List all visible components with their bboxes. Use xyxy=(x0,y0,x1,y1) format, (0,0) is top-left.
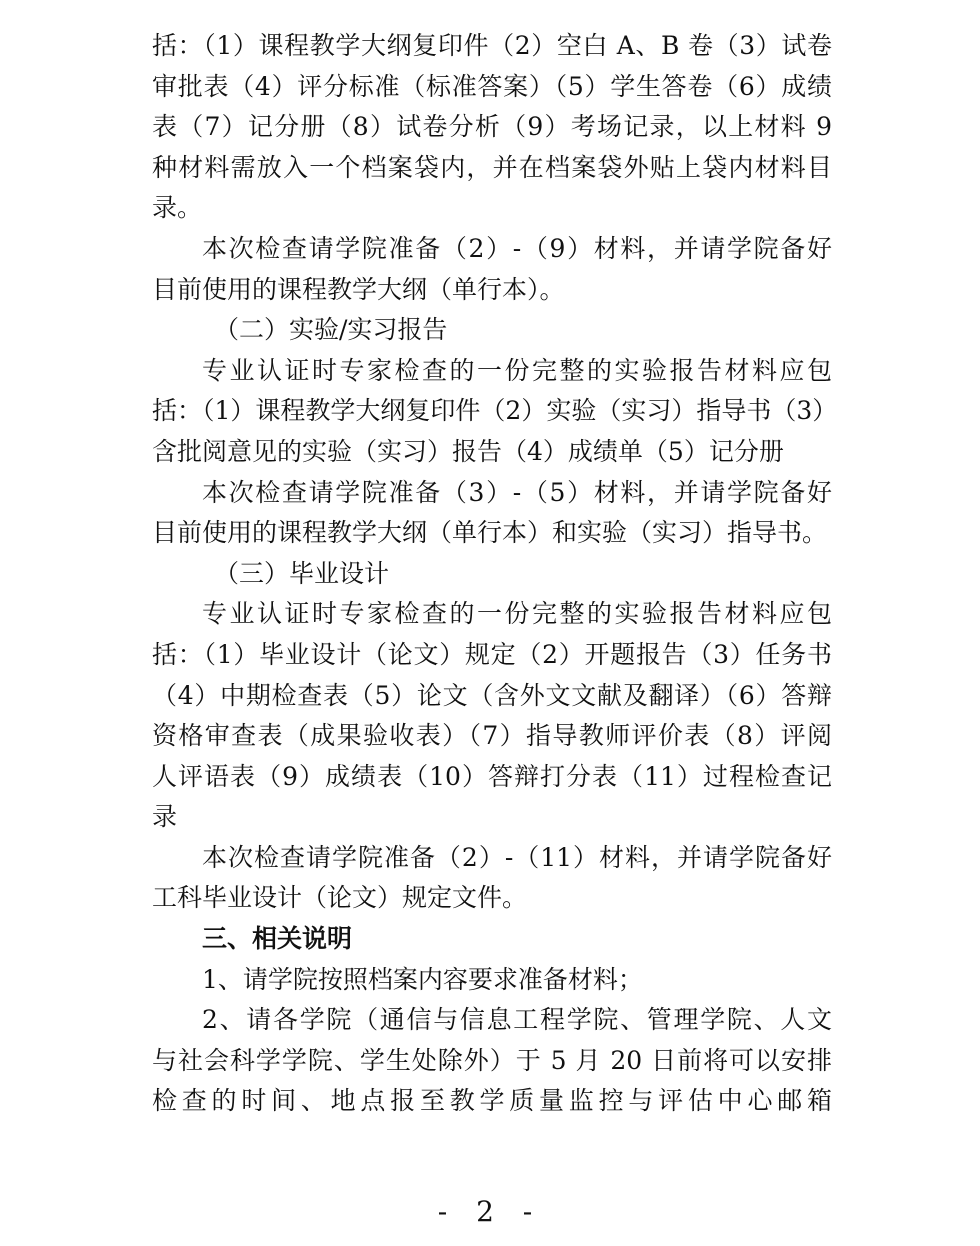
text-line: 专业认证时专家检查的一份完整的实验报告材料应包 xyxy=(202,355,832,385)
page-number: - 2 - xyxy=(437,1195,543,1228)
text-line: 括：（1）课程教学大纲复印件（2）实验（实习）指导书（3） xyxy=(152,396,838,426)
text-line: 人评语表（9）成绩表（10）答辩打分表（11）过程检查记 xyxy=(152,761,832,791)
text-line: 资格审查表（成果验收表）（7）指导教师评价表（8）评阅 xyxy=(152,721,832,751)
text-line: （4）中期检查表（5）论文（含外文文献及翻译）（6）答辩 xyxy=(152,680,832,710)
text-line: 表（7）记分册（8）试卷分析（9）考场记录，以上材料 9 xyxy=(152,112,832,142)
text-line: 专业认证时专家检查的一份完整的实验报告材料应包 xyxy=(202,599,832,629)
section-heading: 三、相关说明 xyxy=(202,924,353,954)
text-line: 本次检查请学院准备（2）-（11）材料，并请学院备好 xyxy=(202,842,832,872)
section-heading: （三）毕业设计 xyxy=(214,558,390,588)
text-line: 录。 xyxy=(152,193,203,223)
text-line: 目前使用的课程教学大纲（单行本）和实验（实习）指导书。 xyxy=(152,518,828,548)
section-heading: （二）实验/实习报告 xyxy=(214,315,448,345)
text-line: 与社会科学学院、学生处除外）于 5 月 20 日前将可以安排 xyxy=(152,1045,832,1075)
body-text xyxy=(152,26,838,1122)
text-line: 含批阅意见的实验（实习）报告（4）成绩单（5）记分册 xyxy=(152,436,784,466)
text-line: 括：（1）毕业设计（论文）规定（2）开题报告（3）任务书 xyxy=(152,639,832,669)
text-line: 工科毕业设计（论文）规定文件。 xyxy=(152,883,528,913)
text-line: 录 xyxy=(152,802,178,832)
text-line: 本次检查请学院准备（3）-（5）材料，并请学院备好 xyxy=(202,477,832,507)
text-line: 2、请各学院（通信与信息工程学院、管理学院、人文 xyxy=(202,1005,832,1035)
text-line: 本次检查请学院准备（2）-（9）材料，并请学院备好 xyxy=(202,233,832,263)
text-line: 括：（1）课程教学大纲复印件（2）空白 A、B 卷（3）试卷 xyxy=(152,31,832,60)
text-line: 审批表（4）评分标准（标准答案）（5）学生答卷（6）成绩 xyxy=(152,71,832,101)
text-line: 种材料需放入一个档案袋内，并在档案袋外贴上袋内材料目 xyxy=(152,152,832,182)
text-line: 1、请学院按照档案内容要求准备材料； xyxy=(202,964,643,994)
text-line: 检查的时间、地点报至教学质量监控与评估中心邮箱 xyxy=(152,1086,832,1116)
text-line: 目前使用的课程教学大纲（单行本）。 xyxy=(152,274,565,304)
